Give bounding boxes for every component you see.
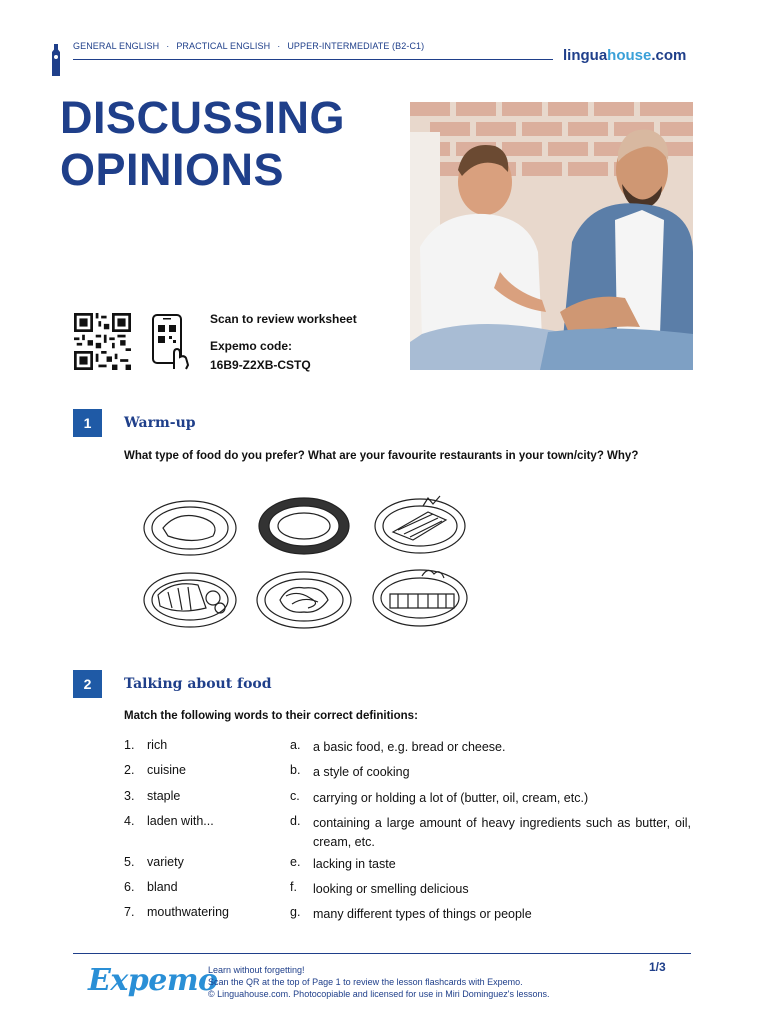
definition-letter: b. bbox=[290, 763, 301, 777]
expemo-logo[interactable]: Expemo bbox=[88, 963, 218, 998]
match-row bbox=[124, 763, 691, 783]
two-men-talking-photo bbox=[410, 102, 693, 370]
match-row bbox=[124, 880, 691, 900]
word-number: 7. bbox=[124, 905, 135, 919]
linguahouse-logo[interactable] bbox=[563, 47, 686, 64]
breadcrumb-course[interactable]: PRACTICAL ENGLISH bbox=[176, 41, 271, 51]
definition: lacking in taste bbox=[313, 857, 396, 871]
match-row bbox=[124, 789, 691, 809]
word-number: 2. bbox=[124, 763, 135, 777]
logo-part-house: house bbox=[607, 47, 652, 64]
definition: carrying or holding a lot of (butter, oil, cream, etc.) bbox=[313, 791, 589, 805]
match-row bbox=[124, 814, 691, 854]
word-number: 1. bbox=[124, 738, 135, 752]
matching-instruction: Match the following words to their correct definitions: bbox=[124, 710, 418, 722]
footer-tagline: Learn without forgetting! bbox=[208, 965, 305, 975]
breadcrumb-grade[interactable]: UPPER-INTERMEDIATE (B2-C1) bbox=[287, 41, 425, 51]
definition-letter: d. bbox=[290, 814, 301, 828]
word-number: 5. bbox=[124, 855, 135, 869]
expemo-code-value: 16B9-Z2XB-CSTQ bbox=[210, 358, 311, 372]
section-title-warmup: Warm-up bbox=[124, 415, 196, 431]
title-line-1: DISCUSSING bbox=[60, 92, 346, 143]
word-number: 6. bbox=[124, 880, 135, 894]
word: rich bbox=[147, 738, 168, 752]
word-number: 3. bbox=[124, 789, 135, 803]
breadcrumb: GENERAL ENGLISH · PRACTICAL ENGLISH · UPPER-INTERMEDIATE (B2-C1) bbox=[73, 41, 425, 51]
word: laden with... bbox=[147, 814, 214, 828]
word: variety bbox=[147, 855, 184, 869]
definition: many different types of things or people bbox=[313, 907, 532, 921]
match-row bbox=[124, 905, 691, 925]
definition: a basic food, e.g. bread or cheese. bbox=[313, 740, 506, 754]
definition: containing a large amount of heavy ingredients such as butter, oil, cream, etc. bbox=[313, 816, 691, 849]
definition-letter: e. bbox=[290, 855, 301, 869]
footer-divider bbox=[73, 953, 691, 954]
title-line-2: OPINIONS bbox=[60, 144, 285, 195]
definition-letter: a. bbox=[290, 738, 301, 752]
logo-part-lingua: lingua bbox=[563, 47, 608, 64]
scan-label: Scan to review worksheet bbox=[210, 312, 357, 326]
word: mouthwatering bbox=[147, 905, 229, 919]
definition: a style of cooking bbox=[313, 765, 410, 779]
qr-code-icon[interactable] bbox=[73, 313, 132, 370]
expemo-code-label: Expemo code: bbox=[210, 339, 293, 353]
warmup-question: What type of food do you prefer? What are your favourite restaurants in your town/city? Why? bbox=[124, 450, 639, 462]
match-row bbox=[124, 738, 691, 758]
matching-list bbox=[124, 738, 691, 928]
word-number: 4. bbox=[124, 814, 135, 828]
definition-letter: f. bbox=[290, 880, 297, 894]
big-ben-icon bbox=[50, 44, 62, 76]
match-row bbox=[124, 855, 691, 875]
footer-instruction: Scan the QR at the top of Page 1 to review the lesson flashcards with Expemo. bbox=[208, 977, 523, 987]
header-divider bbox=[73, 59, 553, 60]
page-number: 1/3 bbox=[649, 960, 666, 974]
footer-copyright: © Linguahouse.com. Photocopiable and licensed for use in Miri Dominguez's lessons. bbox=[208, 989, 550, 999]
food-dishes-illustration bbox=[128, 490, 483, 638]
word: staple bbox=[147, 789, 181, 803]
breadcrumb-level[interactable]: GENERAL ENGLISH bbox=[73, 41, 160, 51]
phone-scan-icon bbox=[150, 313, 192, 370]
definition: looking or smelling delicious bbox=[313, 882, 469, 896]
word: cuisine bbox=[147, 763, 186, 777]
logo-part-com: .com bbox=[651, 47, 687, 64]
word: bland bbox=[147, 880, 178, 894]
definition-letter: g. bbox=[290, 905, 301, 919]
definition-letter: c. bbox=[290, 789, 300, 803]
page-title bbox=[60, 92, 400, 196]
section-number-badge: 1 bbox=[73, 409, 102, 437]
section-title-talking-about-food: Talking about food bbox=[124, 676, 272, 692]
section-number-badge: 2 bbox=[73, 670, 102, 698]
